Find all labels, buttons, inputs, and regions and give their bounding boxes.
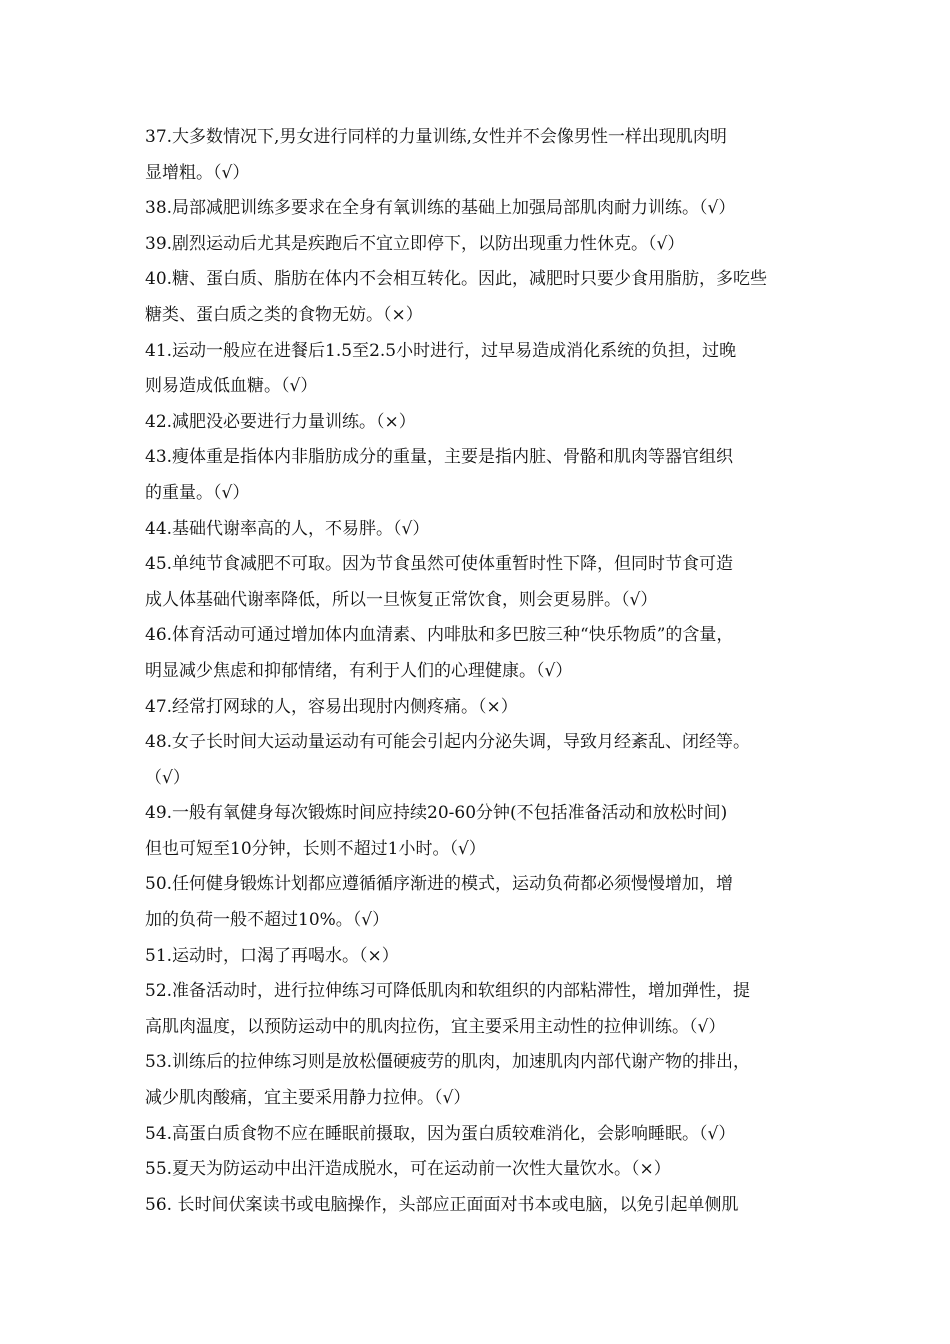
text-line: 46.体育活动可通过增加体内血清素、内啡肽和多巴胺三种“快乐物质”的含量，: [145, 625, 734, 646]
text-line: 45.单纯节食减肥不可取。因为节食虽然可使体重暂时性下降，但同时节食可造: [145, 554, 734, 575]
text-line: 43.瘦体重是指体内非脂肪成分的重量，主要是指内脏、骨骼和肌肉等器官组织: [145, 447, 734, 468]
text-line: 50.任何健身锻炼计划都应遵循循序渐进的模式，运动负荷都必须慢慢增加，增: [145, 874, 734, 895]
text-line: 47.经常打网球的人，容易出现肘内侧疼痛。（×）: [145, 696, 518, 717]
text-line: 48.女子长时间大运动量运动有可能会引起内分泌失调，导致月经紊乱、闭经等。: [145, 732, 751, 753]
text-line: 明显减少焦虑和抑郁情绪，有利于人们的心理健康。（√）: [145, 660, 573, 681]
text-line: 但也可短至10分钟，长则不超过1小时。（√）: [145, 838, 486, 859]
text-line: 41.运动一般应在进餐后1.5至2.5小时进行，过早易造成消化系统的负担，过晚: [145, 340, 737, 361]
text-line: 42.减肥没必要进行力量训练。（×）: [145, 411, 416, 432]
text-line: 糖类、蛋白质之类的食物无妨。（×）: [145, 304, 423, 325]
text-line: 55.夏天为防运动中出汗造成脱水，可在运动前一次性大量饮水。（×）: [145, 1159, 671, 1180]
text-line: 38.局部减肥训练多要求在全身有氧训练的基础上加强局部肌肉耐力训练。（√）: [145, 198, 736, 219]
text-line: 40.糖、蛋白质、脂肪在体内不会相互转化。因此，减肥时只要少食用脂肪，多吃些: [145, 269, 768, 290]
document-body: [145, 120, 825, 1223]
text-line: 56. 长时间伏案读书或电脑操作，头部应正面面对书本或电脑，以免引起单侧肌: [145, 1194, 739, 1215]
text-line: 54.高蛋白质食物不应在睡眠前摄取，因为蛋白质较难消化，会影响睡眠。（√）: [145, 1123, 736, 1144]
text-line: 的重量。（√）: [145, 482, 250, 503]
text-line: 则易造成低血糖。（√）: [145, 376, 318, 397]
text-line: 高肌肉温度，以预防运动中的肌肉拉伤，宜主要采用主动性的拉伸训练。（√）: [145, 1016, 726, 1037]
text-line: 49.一般有氧健身每次锻炼时间应持续20-60分钟(不包括准备活动和放松时间): [145, 803, 728, 824]
text-line: 51.运动时，口渴了再喝水。（×）: [145, 945, 399, 966]
text-line: 52.准备活动时，进行拉伸练习可降低肌肉和软组织的内部粘滞性，增加弹性，提: [145, 981, 751, 1002]
text-line: 39.剧烈运动后尤其是疾跑后不宜立即停下，以防出现重力性休克。（√）: [145, 233, 685, 254]
text-line: 53.训练后的拉伸练习则是放松僵硬疲劳的肌肉，加速肌肉内部代谢产物的排出，: [145, 1052, 751, 1073]
text-line: 加的负荷一般不超过10%。（√）: [145, 910, 390, 931]
text-line: 成人体基础代谢率降低，所以一旦恢复正常饮食，则会更易胖。（√）: [145, 589, 658, 610]
text-line: 减少肌肉酸痛，宜主要采用静力拉伸。（√）: [145, 1088, 471, 1109]
text-line: 44.基础代谢率高的人，不易胖。（√）: [145, 518, 430, 539]
text-line: 显增粗。（√）: [145, 162, 250, 183]
text-line: 37.大多数情况下,男女进行同样的力量训练,女性并不会像男性一样出现肌肉明: [145, 127, 727, 147]
text-line: （√）: [145, 767, 190, 788]
